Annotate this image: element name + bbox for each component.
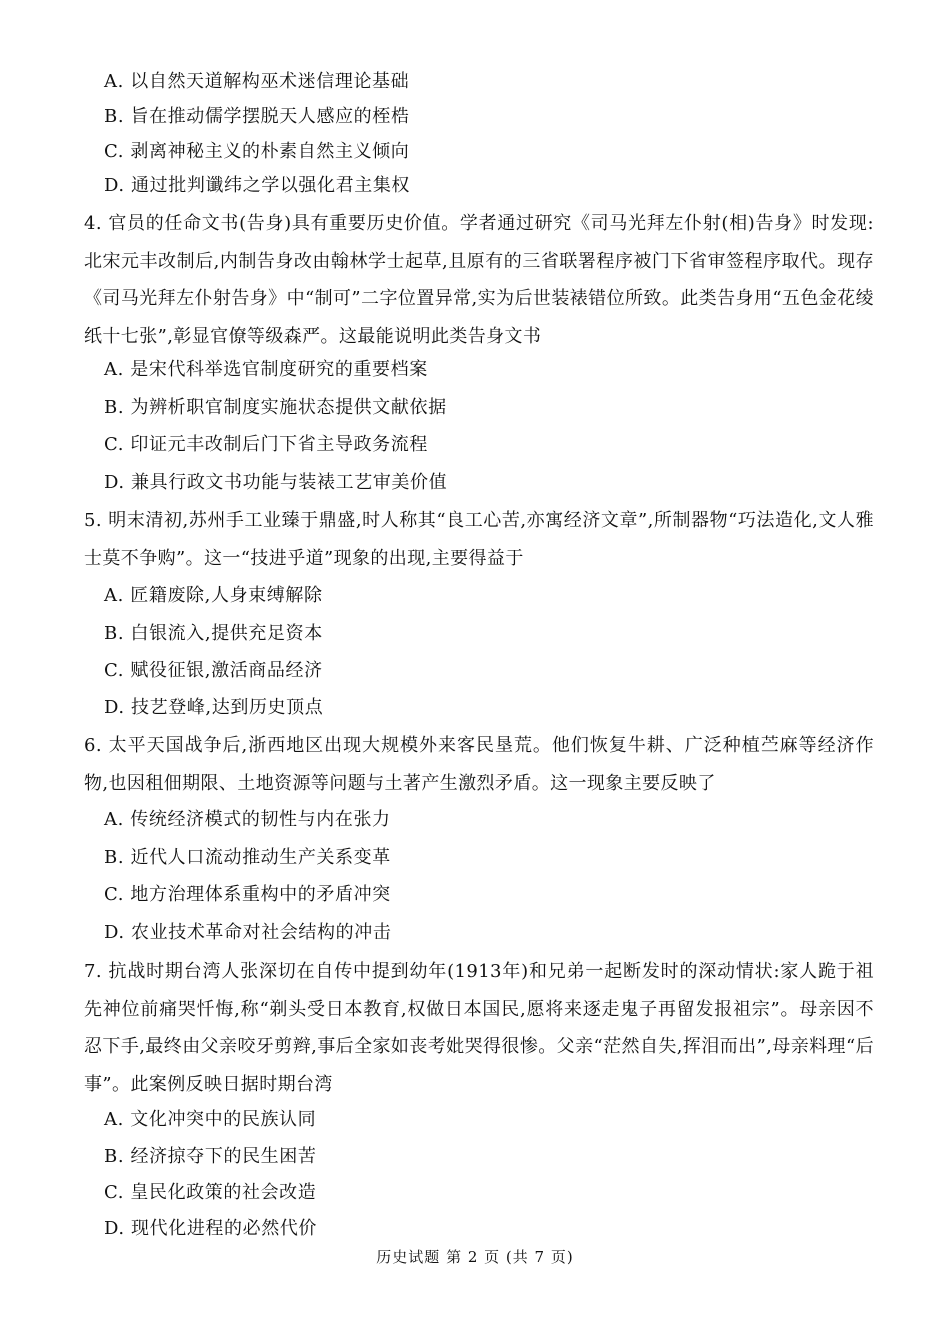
- q5-option-d: D. 技艺登峰,达到历史顶点: [104, 697, 324, 718]
- q3-option-d: D. 通过批判谶纬之学以强化君主集权: [104, 175, 411, 196]
- q4-option-b: B. 为辨析职官制度实施状态提供文献依据: [104, 397, 447, 418]
- q7-option-b: B. 经济掠夺下的民生困苦: [104, 1146, 317, 1167]
- q5-option-a: A. 匠籍废除,人身束缚解除: [104, 585, 323, 606]
- q7-option-a: A. 文化冲突中的民族认同: [104, 1109, 317, 1130]
- q4-option-a: A. 是宋代科举选官制度研究的重要档案: [104, 359, 428, 380]
- page-footer: 历史试题 第 2 页 (共 7 页): [376, 1248, 574, 1266]
- q3-option-b: B. 旨在推动儒学摆脱天人感应的桎梏: [104, 106, 410, 127]
- q6-option-c: C. 地方治理体系重构中的矛盾冲突: [104, 884, 391, 905]
- q6-option-d: D. 农业技术革命对社会结构的冲击: [104, 922, 392, 943]
- q5-option-c: C. 赋役征银,激活商品经济: [104, 660, 323, 681]
- q4-option-c: C. 印证元丰改制后门下省主导政务流程: [104, 434, 428, 455]
- q3-option-a: A. 以自然天道解构巫术迷信理论基础: [104, 71, 410, 92]
- q4-option-d: D. 兼具行政文书功能与装裱工艺审美价值: [104, 472, 448, 493]
- q7-option-d: D. 现代化进程的必然代价: [104, 1218, 318, 1239]
- q4-stem: 4. 官员的任命文书(告身)具有重要历史价值。学者通过研究《司马光拜左仆射(相)告身》时发现:北宋元丰改制后,内制告身改由翰林学士起草,且原有的三省联署程序被门下省审签程序取代。现存《司马光拜左仆射告身》中“制可”二字位置异常,实为后世装裱错位所致。此类告身用“五色金花绫纸十七张”,彰显官僚等级森严。这最能说明此类告身文书: [84, 213, 874, 347]
- q5-option-b: B. 白银流入,提供充足资本: [104, 623, 323, 644]
- q6-option-a: A. 传统经济模式的韧性与内在张力: [104, 809, 391, 830]
- q7-option-c: C. 皇民化政策的社会改造: [104, 1182, 317, 1203]
- q7-stem: 7. 抗战时期台湾人张深切在自传中提到幼年(1913年)和兄弟一起断发时的深动情状:家人跪于祖先神位前痛哭忏悔,称“剃头受日本教育,权做日本国民,愿将来逐走鬼子再留发报祖宗”。母亲因不忍下手,最终由父亲咬牙剪辫,事后全家如丧考妣哭得很惨。父亲“茫然自失,挥泪而出”,母亲料理“后事”。此案例反映日据时期台湾: [84, 961, 874, 1095]
- q6-stem: 6. 太平天国战争后,浙西地区出现大规模外来客民垦荒。他们恢复牛耕、广泛种植苎麻等经济作物,也因租佃期限、土地资源等问题与土著产生激烈矛盾。这一现象主要反映了: [84, 735, 874, 794]
- q3-option-c: C. 剥离神秘主义的朴素自然主义倾向: [104, 141, 410, 162]
- q5-stem: 5. 明末清初,苏州手工业臻于鼎盛,时人称其“良工心苦,亦寓经济文章”,所制器物“巧法造化,文人雅士莫不争购”。这一“技进乎道”现象的出现,主要得益于: [84, 510, 874, 569]
- q6-option-b: B. 近代人口流动推动生产关系变革: [104, 847, 391, 868]
